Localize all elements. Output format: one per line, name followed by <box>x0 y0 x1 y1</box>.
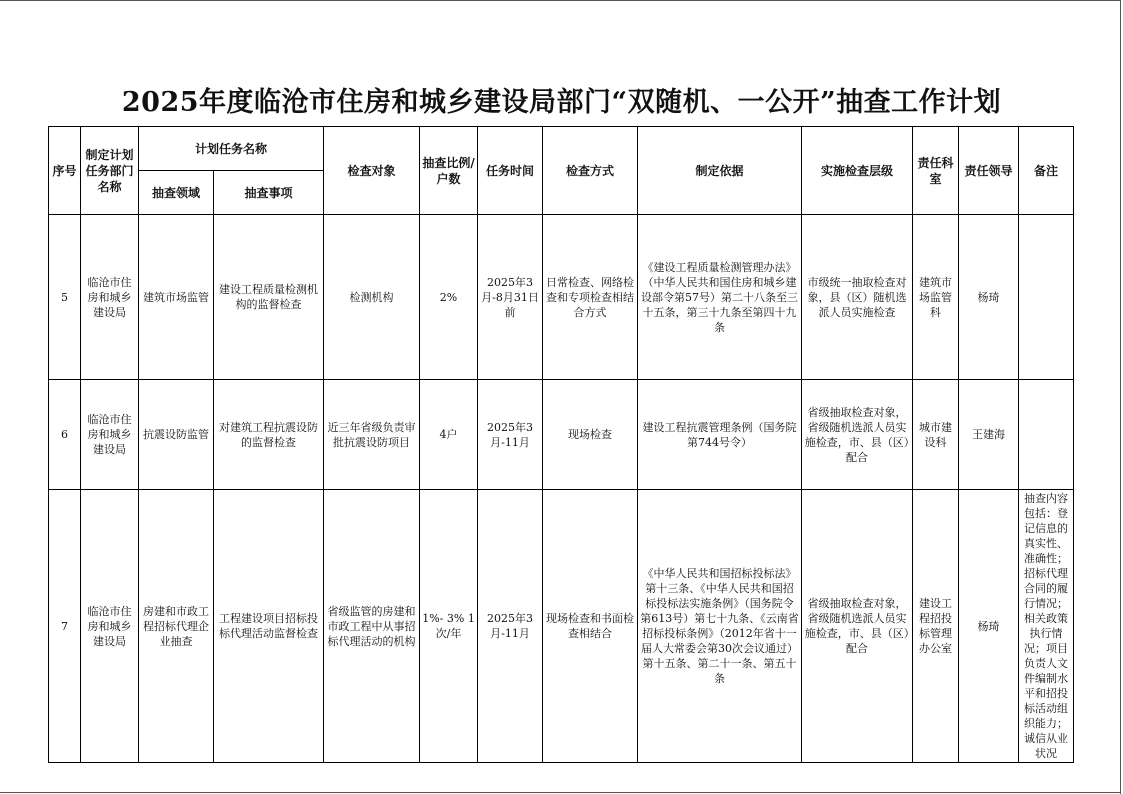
cell-field: 建筑市场监管 <box>139 215 214 380</box>
cell-field: 房建和市政工程招标代理企业抽查 <box>139 490 214 763</box>
cell-leader: 杨琦 <box>959 215 1019 380</box>
header-office: 责任科室 <box>913 127 959 215</box>
header-item: 抽查事项 <box>214 171 324 215</box>
header-field: 抽查领域 <box>139 171 214 215</box>
cell-leader: 杨琦 <box>959 490 1019 763</box>
cell-time: 2025年3月-8月31日前 <box>478 215 543 380</box>
header-task-group: 计划任务名称 <box>139 127 324 171</box>
cell-seq: 5 <box>49 215 81 380</box>
header-time: 任务时间 <box>478 127 543 215</box>
cell-office: 建设工程招投标管理办公室 <box>913 490 959 763</box>
page-border-bottom <box>0 792 1120 793</box>
cell-time: 2025年3月-11月 <box>478 380 543 490</box>
cell-leader: 王建海 <box>959 380 1019 490</box>
inspection-plan-table <box>48 126 1074 763</box>
header-target: 检查对象 <box>324 127 420 215</box>
cell-method: 现场检查 <box>543 380 638 490</box>
cell-remark <box>1019 215 1074 380</box>
cell-remark: 抽查内容包括：登记信息的真实性、准确性；招标代理合同的履行情况；相关政策执行情况；项目负责人文件编制水平和招投标活动组织能力；诚信从业状况 <box>1019 490 1074 763</box>
cell-seq: 6 <box>49 380 81 490</box>
cell-method: 现场检查和书面检查相结合 <box>543 490 638 763</box>
cell-target: 检测机构 <box>324 215 420 380</box>
cell-method: 日常检查、网络检查和专项检查相结合方式 <box>543 215 638 380</box>
cell-remark <box>1019 380 1074 490</box>
cell-target: 省级监管的房建和市政工程中从事招标代理活动的机构 <box>324 490 420 763</box>
cell-dept: 临沧市住房和城乡建设局 <box>81 490 139 763</box>
page-border-right <box>1120 0 1121 794</box>
cell-basis: 建设工程抗震管理条例（国务院第744号令） <box>638 380 802 490</box>
cell-item: 建设工程质量检测机构的监督检查 <box>214 215 324 380</box>
cell-target: 近三年省级负责审批抗震设防项目 <box>324 380 420 490</box>
cell-ratio: 1%- 3% 1次/年 <box>420 490 478 763</box>
cell-office: 建筑市场监管科 <box>913 215 959 380</box>
document-title: 2025年度临沧市住房和城乡建设局部门“双随机、一公开”抽查工作计划 <box>121 87 1002 118</box>
table-row <box>49 490 1074 763</box>
header-remark: 备注 <box>1019 127 1074 215</box>
cell-time: 2025年3月-11月 <box>478 490 543 763</box>
table-row <box>49 215 1074 380</box>
cell-basis: 《建设工程质量检测管理办法》（中华人民共和国住房和城乡建设部令第57号）第二十八条至三十五条，第三十九条至第四十九条 <box>638 215 802 380</box>
header-ratio: 抽查比例/户数 <box>420 127 478 215</box>
cell-office: 城市建设科 <box>913 380 959 490</box>
cell-level: 市级统一抽取检查对象，县（区）随机选派人员实施检查 <box>802 215 913 380</box>
cell-level: 省级抽取检查对象，省级随机选派人员实施检查，市、县（区）配合 <box>802 490 913 763</box>
cell-level: 省级抽取检查对象，省级随机选派人员实施检查，市、县（区）配合 <box>802 380 913 490</box>
cell-item: 对建筑工程抗震设防的监督检查 <box>214 380 324 490</box>
header-method: 检查方式 <box>543 127 638 215</box>
header-level: 实施检查层级 <box>802 127 913 215</box>
cell-ratio: 4户 <box>420 380 478 490</box>
header-seq: 序号 <box>49 127 81 215</box>
cell-dept: 临沧市住房和城乡建设局 <box>81 380 139 490</box>
header-dept: 制定计划任务部门名称 <box>81 127 139 215</box>
cell-seq: 7 <box>49 490 81 763</box>
header-leader: 责任领导 <box>959 127 1019 215</box>
cell-item: 工程建设项目招标投标代理活动监督检查 <box>214 490 324 763</box>
page-border-top <box>0 0 1120 1</box>
header-basis: 制定依据 <box>638 127 802 215</box>
cell-dept: 临沧市住房和城乡建设局 <box>81 215 139 380</box>
table-row <box>49 380 1074 490</box>
cell-field: 抗震设防监管 <box>139 380 214 490</box>
header-row-1 <box>49 127 1074 171</box>
cell-ratio: 2% <box>420 215 478 380</box>
cell-basis: 《中华人民共和国招标投标法》第十三条、《中华人民共和国招标投标法实施条例》（国务院令第613号）第七十九条、《云南省招标投标条例》（2012年省十一届人大常委会第30次会议通过）第十五条、第二十一条、第五十条 <box>638 490 802 763</box>
